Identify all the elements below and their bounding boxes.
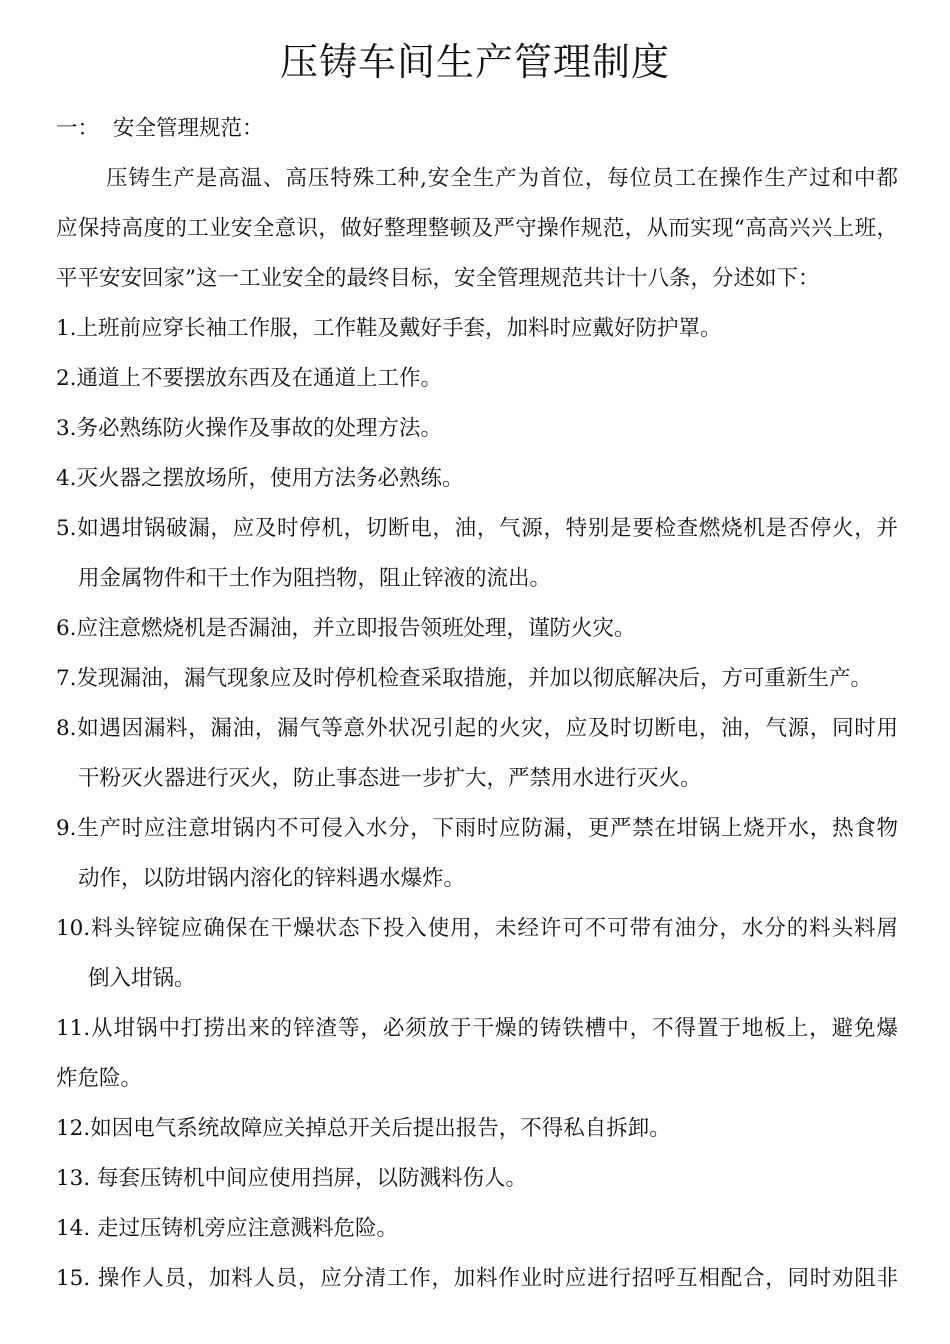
rule-item: 15. 操作人员，加料人员，应分清工作，加料作业时应进行招呼互相配合，同时劝阻非 bbox=[56, 1266, 898, 1291]
rule-item: 6.应注意燃烧机是否漏油，并立即报告领班处理，谨防火灾。 bbox=[56, 616, 636, 641]
rule-item: 7.发现漏油，漏气现象应及时停机检查采取措施，并加以彻底解决后，方可重新生产。 bbox=[56, 666, 873, 691]
section-number: 一： bbox=[56, 116, 100, 141]
rule-item: 1.上班前应穿长袖工作服，工作鞋及戴好手套，加料时应戴好防护罩。 bbox=[56, 316, 722, 341]
rule-item: 14. 走过压铸机旁应注意溅料危险。 bbox=[56, 1216, 399, 1241]
rule-item: 11.从坩锅中打捞出来的锌渣等，必须放于干燥的铸铁槽中，不得置于地板上，避免爆 bbox=[56, 1016, 898, 1041]
section-heading bbox=[56, 104, 898, 154]
rule-item-continuation: 炸危险。 bbox=[56, 1066, 143, 1091]
rule-item: 13. 每套压铸机中间应使用挡屏，以防溅料伤人。 bbox=[56, 1166, 528, 1191]
intro-line: 应保持高度的工业安全意识，做好整理整顿及严守操作规范，从而实现“高高兴兴上班， bbox=[56, 216, 898, 241]
rule-item: 5.如遇坩锅破漏，应及时停机，切断电，油，气源，特别是要检查燃烧机是否停火，并 bbox=[56, 516, 898, 541]
intro-line: 平平安安回家”这一工业安全的最终目标，安全管理规范共计十八条，分述如下： bbox=[56, 266, 820, 291]
intro-line: 压铸生产是高温、高压特殊工种,安全生产为首位，每位员工在操作生产过和中都 bbox=[106, 166, 898, 191]
rule-item-continuation: 干粉灭火器进行灭火，防止事态进一步扩大，严禁用水进行灭火。 bbox=[78, 766, 702, 791]
rule-item-continuation: 倒入坩锅。 bbox=[88, 966, 196, 991]
rule-item-continuation: 动作，以防坩锅内溶化的锌料遇水爆炸。 bbox=[78, 866, 466, 891]
rule-item: 4.灭火器之摆放场所，使用方法务必熟练。 bbox=[56, 466, 464, 491]
rule-item: 3.务必熟练防火操作及事故的处理方法。 bbox=[56, 416, 443, 441]
rule-item-continuation: 用金属物件和干土作为阻挡物，阻止锌液的流出。 bbox=[78, 566, 552, 591]
rule-item: 8.如遇因漏料，漏油，漏气等意外状况引起的火灾，应及时切断电，油，气源，同时用 bbox=[56, 716, 898, 741]
document-title: 压铸车间生产管理制度 bbox=[279, 40, 670, 84]
rule-item: 2.通道上不要摆放东西及在通道上工作。 bbox=[56, 366, 443, 391]
section-title: 安全管理规范： bbox=[113, 116, 264, 141]
rule-item: 9.生产时应注意坩锅内不可侵入水分，下雨时应防漏，更严禁在坩锅上烧开水，热食物 bbox=[56, 816, 898, 841]
rule-item: 10.料头锌锭应确保在干燥状态下投入使用，未经许可不可带有油分，水分的料头料屑 bbox=[56, 916, 898, 941]
rule-item: 12.如因电气系统故障应关掉总开关后提出报告，不得私自拆卸。 bbox=[56, 1116, 671, 1141]
document-body bbox=[56, 104, 898, 1304]
